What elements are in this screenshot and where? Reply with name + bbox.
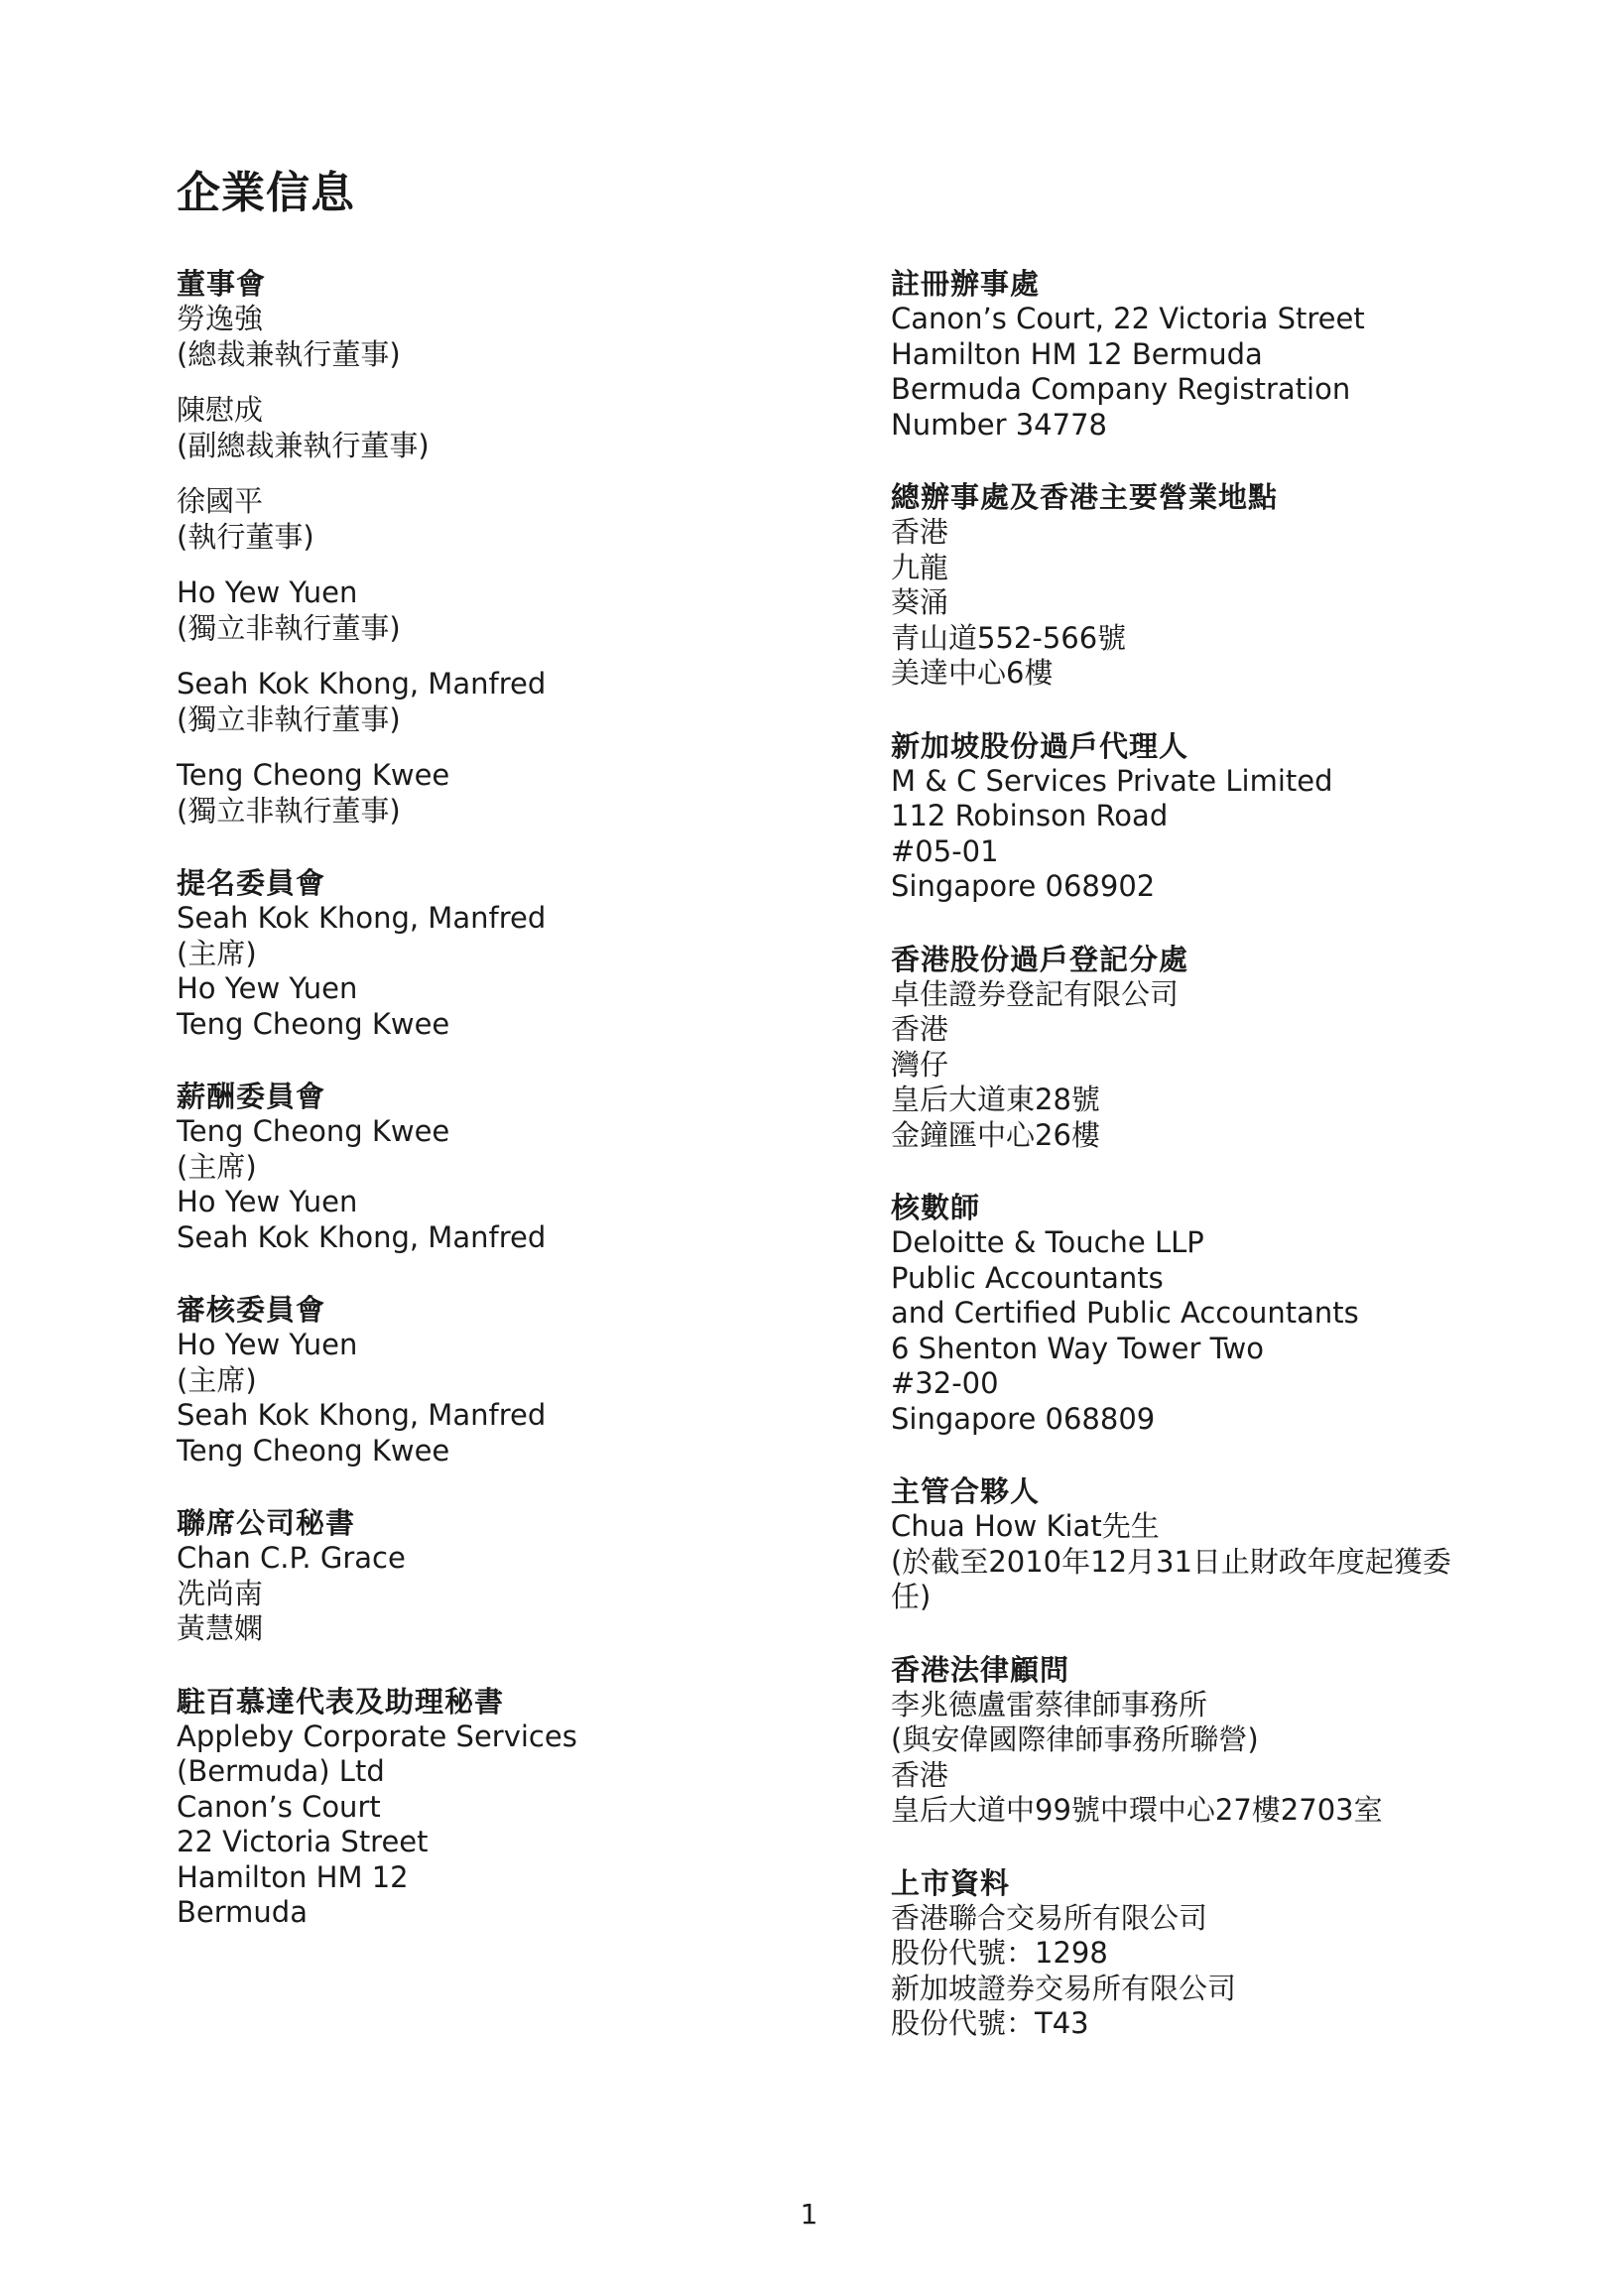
- director-role: (獨立非執行董事): [177, 702, 401, 736]
- section-line: 香港聯合交易所有限公司: [891, 1900, 1208, 1935]
- section-heading: 駐百慕達代表及助理秘書: [177, 1684, 505, 1719]
- section-line: Public Accountants: [891, 1260, 1164, 1295]
- section-line: Bermuda Company Registration: [891, 372, 1351, 406]
- auditor-section: [891, 1190, 1585, 1437]
- director-name: Teng Cheong Kwee: [177, 758, 450, 792]
- director-name: 陳慰成: [177, 393, 264, 427]
- section-line: Ho Yew Yuen: [177, 1328, 358, 1361]
- section-line: Seah Kok Khong, Manfred: [177, 901, 547, 935]
- section-line: 青山道552-566號: [891, 620, 1127, 655]
- registered-office-section: [891, 266, 1585, 443]
- hk-share-registrar-section: [891, 942, 1585, 1154]
- singapore-share-transfer-agent-section: [891, 728, 1585, 905]
- director-role: (執行董事): [177, 519, 314, 554]
- section-line: 卓佳證券登記有限公司: [891, 976, 1180, 1011]
- section-line: Ho Yew Yuen: [177, 1185, 358, 1218]
- section-line: Chan C.P. Grace: [177, 1541, 406, 1575]
- joint-company-secretaries-section: [177, 1505, 871, 1647]
- section-line: (主席): [177, 1362, 257, 1397]
- section-line: Deloitte & Touche LLP: [891, 1225, 1204, 1259]
- nomination-committee-section: [177, 865, 871, 1042]
- section-heading: 聯席公司秘書: [177, 1506, 356, 1540]
- section-line: Teng Cheong Kwee: [177, 1433, 450, 1467]
- section-line: Canon’s Court, 22 Victoria Street: [891, 302, 1365, 335]
- engagement-partner-section: [891, 1473, 1585, 1615]
- section-line: 美達中心6樓: [891, 656, 1054, 690]
- audit-committee-section: [177, 1292, 871, 1468]
- section-line: (與安偉國際律師事務所聯營): [891, 1722, 1259, 1756]
- section-heading: 上市資料: [891, 1865, 1011, 1900]
- section-line: #32-00: [891, 1366, 999, 1400]
- section-line: Hamilton HM 12 Bermuda: [891, 336, 1263, 371]
- head-office-section: [891, 479, 1585, 692]
- section-line: (Bermuda) Ltd: [177, 1754, 385, 1788]
- left-column: [177, 266, 871, 1968]
- section-line: (主席): [177, 936, 257, 970]
- section-line: Hamilton HM 12: [177, 1859, 409, 1894]
- director-role: (副總裁兼執行董事): [177, 428, 430, 462]
- right-column: [891, 266, 1585, 2079]
- section-heading: 香港股份過戶登記分處: [891, 942, 1189, 976]
- board-section: [177, 266, 871, 829]
- section-line: (主席): [177, 1149, 257, 1184]
- page-number: 1: [800, 2198, 818, 2231]
- section-line: 葵涌: [891, 585, 949, 619]
- section-line: Teng Cheong Kwee: [177, 1114, 450, 1148]
- section-line: Bermuda: [177, 1895, 308, 1929]
- section-heading: 總辦事處及香港主要營業地點: [891, 480, 1279, 514]
- section-line: 皇后大道中99號中環中心27樓2703室: [891, 1793, 1383, 1827]
- section-line: 黃慧嫻: [177, 1611, 264, 1645]
- section-heading: 核數師: [891, 1191, 981, 1224]
- director-name: 徐國平: [177, 484, 264, 518]
- section-line: 香港: [891, 1012, 949, 1046]
- section-line: 股份代號：1298: [891, 1936, 1108, 1970]
- director-role: (總裁兼執行董事): [177, 336, 401, 371]
- listing-information-section: [891, 1865, 1585, 2042]
- section-line: 皇后大道東28號: [891, 1083, 1100, 1116]
- bermuda-representative-section: [177, 1684, 871, 1931]
- page-title: 企業信息: [177, 168, 355, 218]
- section-heading: 審核委員會: [177, 1293, 326, 1327]
- section-heading: 註冊辦事處: [891, 267, 1041, 301]
- section-line: Number 34778: [891, 407, 1107, 442]
- section-heading: 提名委員會: [177, 866, 326, 900]
- director-entry: [177, 302, 871, 372]
- section-line: and Certified Public Accountants: [891, 1296, 1359, 1330]
- section-heading: 主管合夥人: [891, 1474, 1041, 1508]
- section-line: 香港: [891, 515, 949, 549]
- section-line: Seah Kok Khong, Manfred: [177, 1219, 547, 1254]
- director-entry: [177, 758, 871, 829]
- director-entry: [177, 393, 871, 463]
- section-heading: 董事會: [177, 267, 267, 301]
- section-line: 22 Victoria Street: [177, 1825, 429, 1858]
- section-line: Canon’s Court: [177, 1789, 381, 1824]
- section-line: Singapore 068809: [891, 1401, 1156, 1436]
- section-line: 香港: [891, 1757, 949, 1792]
- director-entry: [177, 575, 871, 646]
- section-line: 冼尚南: [177, 1576, 264, 1610]
- section-line: 112 Robinson Road: [891, 799, 1169, 832]
- section-line: Ho Yew Yuen: [177, 971, 358, 1005]
- section-line: Teng Cheong Kwee: [177, 1006, 450, 1041]
- section-line: 6 Shenton Way Tower Two: [891, 1331, 1264, 1365]
- director-name: Seah Kok Khong, Manfred: [177, 667, 547, 701]
- director-name: 勞逸強: [177, 302, 264, 335]
- director-name: Ho Yew Yuen: [177, 575, 358, 609]
- hk-legal-adviser-section: [891, 1652, 1585, 1829]
- section-line: 灣仔: [891, 1047, 949, 1082]
- section-line: Appleby Corporate Services: [177, 1719, 577, 1753]
- director-role: (獨立非執行董事): [177, 610, 401, 645]
- remuneration-committee-section: [177, 1079, 871, 1255]
- section-line: 金鐘匯中心26樓: [891, 1117, 1100, 1152]
- section-line: Chua How Kiat先生: [891, 1509, 1160, 1543]
- section-line: 新加坡證券交易所有限公司: [891, 1971, 1237, 2005]
- section-line: Singapore 068902: [891, 869, 1156, 903]
- section-line: M & C Services Private Limited: [891, 763, 1333, 798]
- section-line: 股份代號：T43: [891, 2006, 1089, 2040]
- section-line: (於截至2010年12月31日止財政年度起獲委任): [891, 1544, 1451, 1613]
- section-line: Seah Kok Khong, Manfred: [177, 1398, 547, 1432]
- section-line: 李兆德盧雷蔡律師事務所: [891, 1687, 1208, 1722]
- section-heading: 薪酬委員會: [177, 1080, 326, 1113]
- director-role: (獨立非執行董事): [177, 793, 401, 828]
- section-line: #05-01: [891, 833, 999, 868]
- section-heading: 香港法律顧問: [891, 1652, 1070, 1687]
- director-entry: [177, 667, 871, 737]
- section-line: 九龍: [891, 550, 949, 584]
- director-entry: [177, 484, 871, 555]
- section-heading: 新加坡股份過戶代理人: [891, 728, 1189, 763]
